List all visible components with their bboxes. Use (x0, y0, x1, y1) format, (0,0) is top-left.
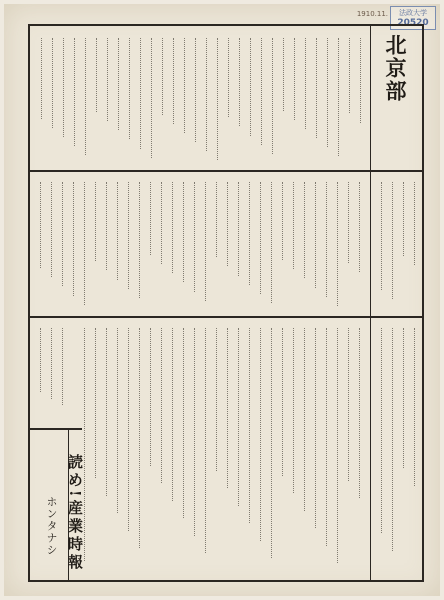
handwritten-line (249, 328, 252, 523)
handwritten-line (283, 38, 286, 111)
handwritten-line (95, 182, 98, 261)
handwritten-line (228, 38, 231, 117)
handwritten-line (62, 328, 65, 405)
handwritten-line (316, 38, 319, 138)
handwritten-line (151, 38, 154, 158)
handwritten-line (271, 182, 274, 303)
handwritten-line (106, 182, 109, 270)
handwritten-line (216, 182, 219, 257)
handwritten-line (172, 328, 175, 501)
newspaper-name: 読め!産業時報 (66, 454, 84, 572)
handwritten-line (63, 38, 66, 137)
handwritten-line (194, 182, 197, 292)
handwritten-line (73, 182, 76, 296)
handwritten-line (85, 38, 88, 155)
handwritten-line (392, 328, 395, 551)
handwritten-line (106, 328, 109, 496)
date-stamp: 1910.11. (356, 10, 388, 18)
handwritten-line (140, 38, 143, 149)
handwritten-line (282, 182, 285, 260)
handwritten-line (326, 328, 329, 546)
handwritten-line (260, 182, 263, 294)
handwritten-line (195, 38, 198, 142)
handwritten-line (205, 328, 208, 553)
handwritten-line (249, 182, 252, 285)
handwritten-line (129, 38, 132, 139)
handwritten-line (282, 328, 285, 476)
handwritten-line (304, 182, 307, 278)
handwritten-line (107, 38, 110, 121)
section-divider (30, 170, 422, 172)
handwritten-line (51, 328, 54, 399)
handwritten-line (414, 328, 417, 486)
handwritten-line (128, 328, 131, 531)
handwritten-line (150, 328, 153, 466)
handwritten-line (239, 38, 242, 126)
handwritten-line (216, 328, 219, 471)
handwritten-line (337, 182, 340, 306)
handwritten-line (271, 328, 274, 558)
handwritten-line (294, 38, 297, 120)
handwritten-line (84, 328, 87, 561)
handwritten-line (349, 38, 352, 113)
handwritten-line (117, 182, 120, 280)
handwritten-line (139, 328, 142, 548)
handwritten-line (217, 38, 220, 160)
handwritten-line (40, 182, 43, 268)
handwritten-line (272, 38, 275, 154)
handwritten-line (338, 38, 341, 156)
handwritten-line (227, 328, 230, 488)
section-divider (30, 428, 82, 430)
handwritten-line (403, 328, 406, 468)
handwritten-line (51, 182, 54, 277)
handwritten-line (172, 182, 175, 273)
handwritten-line (359, 182, 362, 272)
handwritten-line (173, 38, 176, 124)
handwritten-line (161, 182, 164, 264)
handwritten-line (183, 328, 186, 518)
handwritten-line (150, 182, 153, 255)
handwritten-line (96, 38, 99, 112)
handwritten-line (84, 182, 87, 305)
handwritten-line (250, 38, 253, 136)
handwritten-line (381, 182, 384, 290)
handwritten-line (337, 328, 340, 563)
handwritten-line (261, 38, 264, 145)
newspaper-sheet (4, 4, 440, 596)
handwritten-line (227, 182, 230, 266)
handwritten-line (238, 182, 241, 276)
handwritten-line (40, 328, 43, 392)
handwritten-line (41, 38, 44, 119)
handwritten-line (315, 182, 318, 288)
handwritten-line (293, 182, 296, 269)
page-frame (28, 24, 424, 582)
handwritten-line (305, 38, 308, 129)
handwritten-line (315, 328, 318, 528)
handwritten-line (162, 38, 165, 115)
handwritten-line (360, 38, 363, 123)
page-title: 北京部 (383, 34, 408, 103)
section-divider (30, 316, 422, 318)
handwritten-line (183, 182, 186, 282)
handwritten-line (62, 182, 65, 286)
handwritten-line (304, 328, 307, 511)
handwritten-line (348, 182, 351, 263)
handwritten-line (95, 328, 98, 478)
handwritten-line (403, 182, 406, 256)
handwritten-line (184, 38, 187, 133)
handwritten-line (381, 328, 384, 533)
handwritten-line (194, 328, 197, 536)
handwritten-line (392, 182, 395, 299)
handwritten-line (161, 328, 164, 483)
handwritten-line (327, 38, 330, 147)
handwritten-line (117, 328, 120, 513)
handwritten-line (260, 328, 263, 541)
column-rule (370, 26, 371, 580)
handwritten-line (139, 182, 142, 298)
newspaper-subtitle: ホンタナシ (45, 496, 58, 556)
handwritten-line (414, 182, 417, 265)
handwritten-line (52, 38, 55, 128)
archive-stamp-number: 20520 (397, 18, 429, 28)
handwritten-line (359, 328, 362, 498)
handwritten-line (206, 38, 209, 151)
handwritten-line (74, 38, 77, 146)
handwritten-line (118, 38, 121, 130)
handwritten-line (348, 328, 351, 481)
handwritten-line (326, 182, 329, 297)
handwritten-line (238, 328, 241, 506)
handwritten-line (205, 182, 208, 301)
archive-stamp-label: 法政大学 (399, 9, 427, 17)
handwritten-line (128, 182, 131, 289)
handwritten-line (293, 328, 296, 493)
